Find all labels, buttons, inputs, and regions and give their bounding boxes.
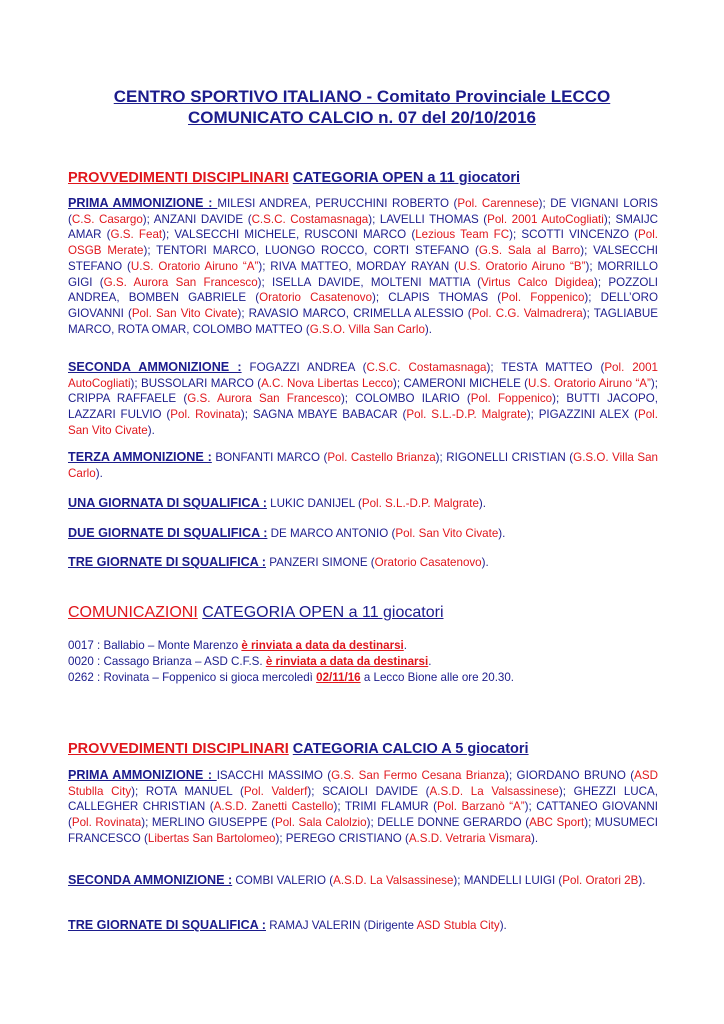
text-run: ISACCHI MASSIMO ( (216, 769, 332, 782)
c5-tre-giornate-list (266, 919, 507, 932)
text-run: 0262 : Rovinata – Foppenico si gioca mercoledì (68, 671, 317, 684)
text-run: LUKIC DANIJEL ( (266, 497, 362, 510)
team-name: G.S. Feat (110, 228, 163, 242)
open11-una-giornata (68, 496, 658, 512)
text-run: ); SCOTTI VINCENZO ( (509, 228, 639, 242)
team-name: Oratorio Casatenovo (259, 291, 373, 305)
open11-heading-red: PROVVEDIMENTI DISCIPLINARI (68, 170, 289, 186)
text-run: ); CATTANEO GIOVANNI ( (68, 800, 659, 830)
team-name: Pol. San Vito Civate (131, 306, 238, 320)
prima-ammonizione-label: PRIMA AMMONIZIONE : (68, 196, 218, 210)
text-run: ); SMAIJC AMAR ( (68, 212, 658, 242)
team-name: A.S.D. Zanetti Castello (213, 800, 334, 814)
header-line-2: COMUNICATO CALCIO n. 07 del 20/10/2016 (188, 108, 536, 127)
text-run: ); RIGONELLI CRISTIAN ( (435, 451, 574, 464)
team-name: C.S.C. Costamasnaga (366, 361, 487, 374)
due-giornate-label: DUE GIORNATE DI SQUALIFICA : (68, 526, 268, 540)
team-name: U.S. Oratorio Airuno “B” (458, 259, 586, 273)
open11-heading-blue: CATEGORIA OPEN a 11 giocatori (292, 170, 520, 186)
text-run: ); PEREGO CRISTIANO ( (275, 831, 409, 845)
document-header (68, 86, 656, 128)
team-name: Oratorio Casatenovo (374, 556, 482, 569)
text-run: ). (481, 556, 489, 569)
terza-ammonizione-label: TERZA AMMONIZIONE : (68, 450, 212, 464)
text-run: RAMAJ VALERIN (Dirigente (266, 919, 417, 932)
text-run: ); VALSECCHI STEFANO ( (68, 244, 659, 273)
text-run: a Lecco Bione alle ore 20.30. (360, 671, 515, 684)
team-name: U.S. Oratorio Airuno “A” (528, 376, 651, 390)
text-run: ); GIORDANO BRUNO ( (505, 769, 635, 782)
text-run: ); TESTA MATTEO ( (486, 361, 605, 374)
text-run: ); DELL’ORO GIOVANNI ( (68, 291, 658, 320)
text-run: COMBI VALERIO ( (232, 874, 334, 887)
highlight-text: è rinviata a data da destinarsi (241, 639, 404, 652)
prima-ammonizione-list (68, 197, 658, 336)
text-run: ); PIGAZZINI ALEX ( (526, 408, 638, 422)
team-name: ASD Stublla City (68, 769, 658, 798)
text-run: ). (424, 322, 432, 336)
c5-tre-giornate-label: TRE GIORNATE DI SQUALIFICA : (68, 918, 266, 932)
header-line-1: CENTRO SPORTIVO ITALIANO - Comitato Provinciale LECCO (113, 87, 611, 106)
text-run: ). (499, 919, 507, 932)
text-run: ); RAVASIO MARCO, CRIMELLA ALESSIO ( (237, 306, 472, 320)
tre-giornate-label: TRE GIORNATE DI SQUALIFICA : (68, 555, 266, 569)
text-run: ); DELLE DONNE GERARDO ( (366, 816, 530, 830)
team-name: U.S. Oratorio Airuno “A” (130, 259, 259, 273)
text-run: ); TAGLIABUE MARCO, ROTA OMAR, COLOMBO MATTEO ( (68, 306, 658, 336)
team-name: Pol. San Vito Civate (395, 527, 499, 540)
team-name: G.S. Aurora San Francesco (103, 275, 258, 289)
calcio5-prima-ammonizione (68, 768, 658, 847)
team-name: Pol. Foppenico (470, 392, 553, 406)
team-name: Pol. OSGB Merate (68, 228, 658, 258)
calcio5-heading (68, 741, 658, 757)
comunicazioni-heading-blue: CATEGORIA OPEN a 11 giocatori (202, 604, 444, 621)
team-name: ABC Sport (529, 816, 585, 830)
team-name: Virtus Calco Digidea (481, 275, 595, 289)
text-run: ); BUTTI JACOPO, LAZZARI FULVIO ( (68, 392, 658, 422)
text-run: ); TENTORI MARCO, LUONGO ROCCO, CORTI STEFANO ( (143, 244, 479, 258)
text-run: ); MORRILLO GIGI ( (68, 259, 659, 289)
text-run: ). (95, 466, 103, 480)
team-name: G.S.O. Villa San Carlo (68, 451, 658, 480)
text-run: ); SCAIOLI DAVIDE ( (307, 784, 430, 798)
text-run: ); ROTA MANUEL ( (131, 784, 244, 798)
text-run: ); TRIMI FLAMUR ( (333, 800, 437, 814)
team-name: Pol. San Vito Civate (68, 408, 658, 437)
text-run: ); RIVA MATTEO, MORDAY RAYAN ( (258, 259, 459, 273)
text-run: . (403, 639, 407, 652)
text-run: ); CAMERONI MICHELE ( (392, 376, 529, 390)
team-name: Pol. Barzanò “A” (437, 800, 525, 814)
comunicazioni-list (68, 638, 658, 686)
team-name: Pol. Rovinata (71, 816, 142, 830)
una-giornata-label: UNA GIORNATA DI SQUALIFICA : (68, 496, 267, 510)
team-name: Pol. C.G. Valmadrera (471, 306, 583, 320)
open11-prima-ammonizione (68, 196, 658, 337)
comunicazioni-heading (68, 604, 658, 622)
text-run: ). (478, 497, 487, 510)
team-name: C.S.C. Costamasnaga (251, 212, 369, 226)
team-name: Pol. 2001 AutoCogliati (487, 212, 604, 226)
text-run: ); CLAPIS THOMAS ( (372, 291, 502, 305)
highlight-text: è rinviata a data da destinarsi (265, 655, 429, 668)
team-name: G.S. Aurora San Francesco (187, 392, 341, 406)
seconda-ammonizione-label: SECONDA AMMONIZIONE : (68, 360, 242, 374)
una-giornata-list (267, 497, 486, 510)
text-run: ). (147, 423, 155, 437)
open11-seconda-ammonizione (68, 360, 658, 439)
open11-heading (68, 170, 658, 186)
text-run: ); VALSECCHI MICHELE, RUSCONI MARCO ( (162, 228, 416, 242)
highlight-text: 02/11/16 (316, 671, 361, 684)
team-name: Pol. Oratori 2B (562, 874, 639, 887)
team-name: ASD Stubla City (416, 919, 500, 932)
text-run: ); POZZOLI ANDREA, BOMBEN GABRIELE ( (68, 275, 659, 305)
text-run: ); MANDELLI LUIGI ( (453, 874, 563, 887)
c5-prima-ammonizione-label: PRIMA AMMONIZIONE : (68, 768, 217, 782)
team-name: Pol. 2001 AutoCogliati (68, 361, 658, 390)
team-name: G.S.O. Villa San Carlo (309, 322, 425, 336)
text-run: ); ANZANI DAVIDE ( (142, 212, 252, 226)
team-name: Pol. Valderf (243, 784, 308, 798)
open11-tre-giornate (68, 555, 658, 571)
text-run: ); ISELLA DAVIDE, MOLTENI MATTIA ( (257, 275, 482, 289)
text-run: ); GHEZZI LUCA, CALLEGHER CHRISTIAN ( (68, 784, 658, 814)
team-name: A.S.D. Vetraria Vismara (408, 831, 532, 845)
calcio5-tre-giornate (68, 918, 658, 934)
text-run: ); MUSUMECI FRANCESCO ( (68, 816, 658, 845)
comunicazioni-heading-red: COMUNICAZIONI (68, 604, 198, 621)
text-run: ); COLOMBO ILARIO ( (340, 392, 471, 406)
text-run: ); CRIPPA RAFFAELE ( (68, 376, 658, 406)
c5-seconda-ammonizione-list (232, 874, 645, 887)
text-run: DE MARCO ANTONIO ( (267, 527, 396, 540)
team-name: Pol. S.L.-D.P. Malgrate (406, 408, 527, 422)
text-run: MILESI ANDREA, PERUCCHINI ROBERTO ( (217, 197, 458, 210)
calcio5-heading-red: PROVVEDIMENTI DISCIPLINARI (68, 741, 289, 757)
comunicazione-line (68, 638, 658, 654)
c5-seconda-ammonizione-label: SECONDA AMMONIZIONE : (68, 873, 233, 887)
text-run: . (428, 655, 432, 668)
team-name: Pol. Foppenico (501, 291, 585, 305)
team-name: Pol. Castello Brianza (327, 451, 436, 464)
team-name: G.S. Sala al Barro (478, 244, 581, 258)
text-run: ). (638, 874, 646, 887)
text-run: ); BUSSOLARI MARCO ( (130, 376, 262, 390)
team-name: Pol. S.L.-D.P. Malgrate (361, 497, 479, 510)
calcio5-heading-blue: CATEGORIA CALCIO A 5 giocatori (292, 741, 529, 757)
team-name: A.S.D. La Valsassinese (333, 874, 454, 887)
team-name: Pol. Carennese (457, 197, 539, 210)
text-run: ). (498, 527, 506, 540)
team-name: A.C. Nova Libertas Lecco (261, 376, 393, 390)
comunicazione-line (68, 670, 658, 686)
text-run: 0017 : Ballabio – Monte Marenzo (68, 639, 242, 652)
text-run: BONFANTI MARCO ( (211, 451, 328, 464)
team-name: Pol. Sala Calolzio (274, 816, 367, 830)
text-run: 0020 : Cassago Brianza – ASD C.F.S. (68, 655, 266, 668)
text-run: FOGAZZI ANDREA ( (241, 361, 367, 374)
text-run: ); DE VIGNANI LORIS ( (68, 197, 658, 226)
text-run: ); MERLINO GIUSEPPE ( (141, 816, 275, 830)
text-run: PANZERI SIMONE ( (266, 556, 375, 569)
team-name: A.S.D. La Valsassinese (429, 784, 559, 798)
team-name: Libertas San Bartolomeo (147, 831, 276, 845)
text-run: ); SAGNA MBAYE BABACAR ( (240, 408, 407, 422)
tre-giornate-list (266, 556, 489, 569)
comunicazione-line (68, 654, 658, 670)
calcio5-seconda-ammonizione (68, 873, 658, 889)
due-giornate-list (267, 527, 505, 540)
team-name: Pol. Rovinata (170, 408, 241, 422)
team-name: Lezious Team FC (415, 228, 510, 242)
open11-due-giornate (68, 526, 658, 542)
team-name: G.S. San Fermo Cesana Brianza (331, 769, 506, 782)
text-run: ); LAVELLI THOMAS ( (368, 212, 488, 226)
open11-terza-ammonizione (68, 450, 658, 481)
team-name: C.S. Casargo (71, 212, 143, 226)
text-run: ). (531, 831, 539, 845)
